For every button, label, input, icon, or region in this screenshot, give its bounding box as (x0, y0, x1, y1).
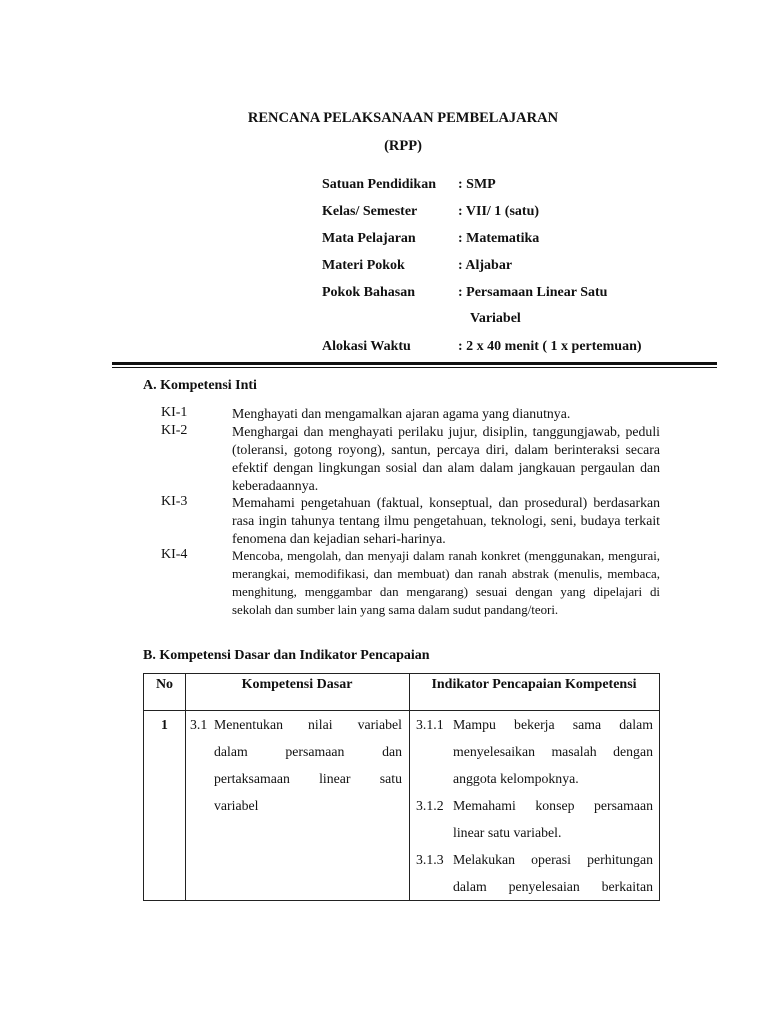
meta-label: Satuan Pendidikan (322, 177, 436, 192)
table-header-kompetensi-dasar: Kompetensi Dasar (241, 677, 353, 692)
ki-1-text: Menghayati dan mengamalkan ajaran agama yang dianutnya. (232, 406, 571, 421)
header-divider-thin (112, 367, 717, 368)
document-title: RENCANA PELAKSANAAN PEMBELAJARAN (247, 110, 559, 126)
meta-value: : Persamaan Linear Satu (458, 285, 608, 300)
indicator-code: 3.1.2 (416, 798, 444, 813)
kd-line: dalam persamaan dan (214, 744, 402, 759)
kd-line: pertaksamaan linear satu (214, 771, 402, 786)
ki-3-text: Memahami pengetahuan (faktual, konseptual, dan prosedural) berdasarkan rasa ingin tahunya tentang ilmu pengetahuan, teknologi, seni, budaya terkait fenomena dan kejadian sehari-harinya. (232, 495, 660, 546)
kd-indicator-table (143, 673, 660, 901)
kd-line: variabel (214, 798, 259, 813)
meta-label: Kelas/ Semester (322, 204, 418, 219)
ki-2-text: Menghargai dan menghayati perilaku jujur, disiplin, tanggungjawab, peduli (toleransi, gotong royong), santun, percaya diri, dalam berinteraksi secara efektif dengan lingkungan sosial dan alam dalam jangkauan pergaulan dan keberadaannya. (232, 424, 660, 493)
table-col-divider (185, 674, 186, 900)
table-cell-no: 1 (161, 717, 168, 732)
meta-value: : Matematika (458, 231, 540, 246)
table-header-divider (144, 710, 659, 711)
table-header-indikator: Indikator Pencapaian Kompetensi (431, 677, 637, 692)
ki-3-code: KI-3 (161, 494, 188, 509)
meta-value: : SMP (458, 177, 496, 192)
ki-2-code: KI-2 (161, 423, 188, 438)
indicator-code: 3.1.3 (416, 852, 444, 867)
table-header-no: No (155, 677, 174, 692)
header-divider-thick (112, 362, 717, 365)
table-cell-kompetensi-dasar (190, 717, 404, 887)
table-cell-indikator (416, 717, 656, 897)
meta-label: Pokok Bahasan (322, 285, 415, 300)
indicator-line: Memahami konsep persamaan (453, 798, 653, 813)
indicator-line: linear satu variabel. (453, 825, 562, 840)
meta-label: Materi Pokok (322, 258, 405, 273)
document-subtitle: (RPP) (384, 138, 422, 154)
indicator-line: Melakukan operasi perhitungan (453, 852, 653, 867)
meta-label: Mata Pelajaran (322, 231, 416, 246)
meta-value: : VII/ 1 (satu) (458, 204, 540, 219)
indicator-line: Mampu bekerja sama dalam (453, 717, 653, 732)
meta-value: : Aljabar (458, 258, 513, 273)
indicator-code: 3.1.1 (416, 717, 444, 732)
kd-code: 3.1 (190, 717, 208, 732)
meta-value-continued: Variabel (470, 311, 521, 326)
meta-value: : 2 x 40 menit ( 1 x pertemuan) (458, 339, 642, 354)
section-b-heading: B. Kompetensi Dasar dan Indikator Pencapaian (143, 648, 430, 663)
kd-line: Menentukan nilai variabel (214, 717, 402, 732)
table-col-divider (409, 674, 410, 900)
section-a-heading: A. Kompetensi Inti (143, 378, 257, 393)
ki-1-code: KI-1 (161, 405, 188, 420)
ki-4-text: Mencoba, mengolah, dan menyaji dalam ranah konkret (menggunakan, mengurai, merangkai, memodifikasi, dan membuat) dan ranah abstrak (menulis, membaca, menghitung, menggambar dan mengarang) sesuai dengan yang dipelajari di sekolah dan sumber lain yang sama dalam sudut pandang/teori. (232, 549, 660, 617)
ki-4-code: KI-4 (161, 547, 188, 562)
meta-label: Alokasi Waktu (322, 339, 411, 354)
indicator-line: dalam penyelesaian berkaitan (453, 879, 653, 894)
indicator-line: anggota kelompoknya. (453, 771, 579, 786)
indicator-line: menyelesaikan masalah dengan (453, 744, 653, 759)
